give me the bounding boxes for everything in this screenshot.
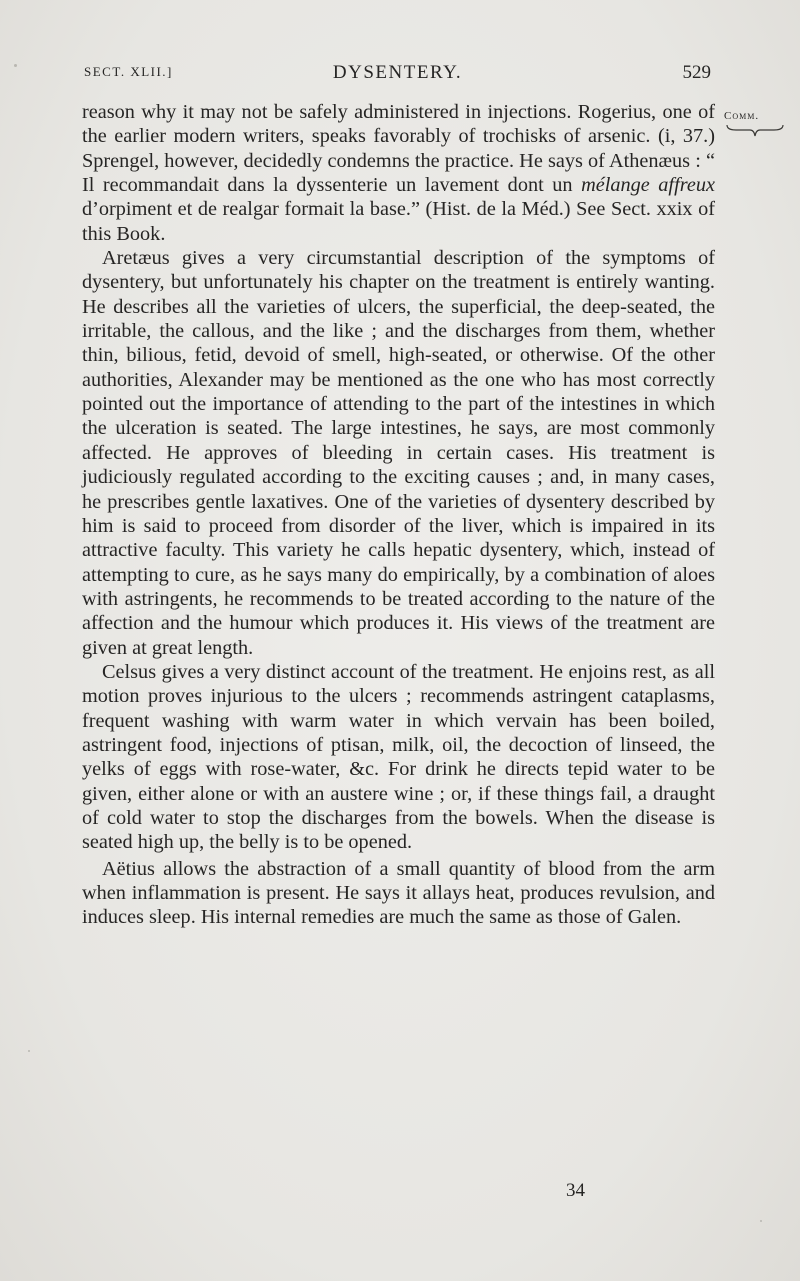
paragraph-2: Aretæus gives a very circumstantial description of the symptoms of dysentery, but unfortunately his chapter on the treatment is entirely wanting. He describes all the varieties of ulcers, the superficial, the deep-seated, the irritable, the callous, and the like ; and the discharges from them, whether thin, bilious, fetid, devoid of smell, high-seated, or otherwise. Of the other authorities, Alexander may be mentioned as the one who has most correctly pointed out the importance of attending to the part of the intestines in which the ulceration is seated. The large intestines, he says, are most commonly affected. He approves of bleeding in certain cases. His treatment is judiciously regulated according to the exciting causes ; and, in many cases, he prescribes gentle laxatives. One of the varieties of dysentery described by him is said to proceed from disorder of the liver, which is impaired in its attractive faculty. This variety he calls hepatic dysentery, which, instead of attempting to cure, as he says many do empirically, by a combination of aloes with astringents, he recommends to be treated according to the nature of the affection and the humour which produces it. His views of the treatment are given at great length. <box>82 247 715 659</box>
body-text <box>82 100 715 930</box>
brace-icon <box>726 124 784 138</box>
running-header <box>84 62 711 86</box>
paper-speck <box>760 1220 762 1222</box>
margin-note <box>724 110 794 138</box>
page-number: 529 <box>682 62 711 83</box>
section-label: SECT. XLII.] <box>84 64 173 79</box>
paragraph-1-text: reason why it may not be safely administered in injections. Rogerius, one of the earlier modern writers, speaks favorably of trochisks of arsenic. (i, 37.) Sprengel, however, decidedly condemns the practice. He says of Athenæus : “ Il recommandait dans la dyssenterie un lavement dont un <box>82 101 715 197</box>
paper-speck <box>28 1050 30 1052</box>
signature-mark: 34 <box>566 1180 585 1201</box>
margin-note-label: Comm. <box>724 110 760 122</box>
paragraph-4: Aëtius allows the abstraction of a small quantity of blood from the arm when inflammation is present. He says it allays heat, produces revulsion, and induces sleep. His internal remedies are much the same as those of Galen. <box>82 857 715 929</box>
paragraph-1-text-end: d’orpiment et de realgar formait la base.” (Hist. de la Méd.) See Sect. xxix of this Book. <box>82 198 715 245</box>
paragraph-1 <box>82 100 715 246</box>
paper-speck <box>14 64 17 67</box>
page-title: DYSENTERY. <box>332 62 463 83</box>
paragraph-3: Celsus gives a very distinct account of the treatment. He enjoins rest, as all motion proves injurious to the ulcers ; recommends astringent cataplasms, frequent washing with warm water in which vervain has been boiled, astringent food, injections of ptisan, milk, oil, the decoction of linseed, the yelks of eggs with rose-water, &c. For drink he directs tepid water to be given, either alone or with an austere wine ; or, if these things fail, a draught of cold water to stop the discharges from the bowels. When the disease is seated high up, the belly is to be opened. <box>82 660 715 854</box>
italic-phrase: mélange affreux <box>581 174 715 197</box>
